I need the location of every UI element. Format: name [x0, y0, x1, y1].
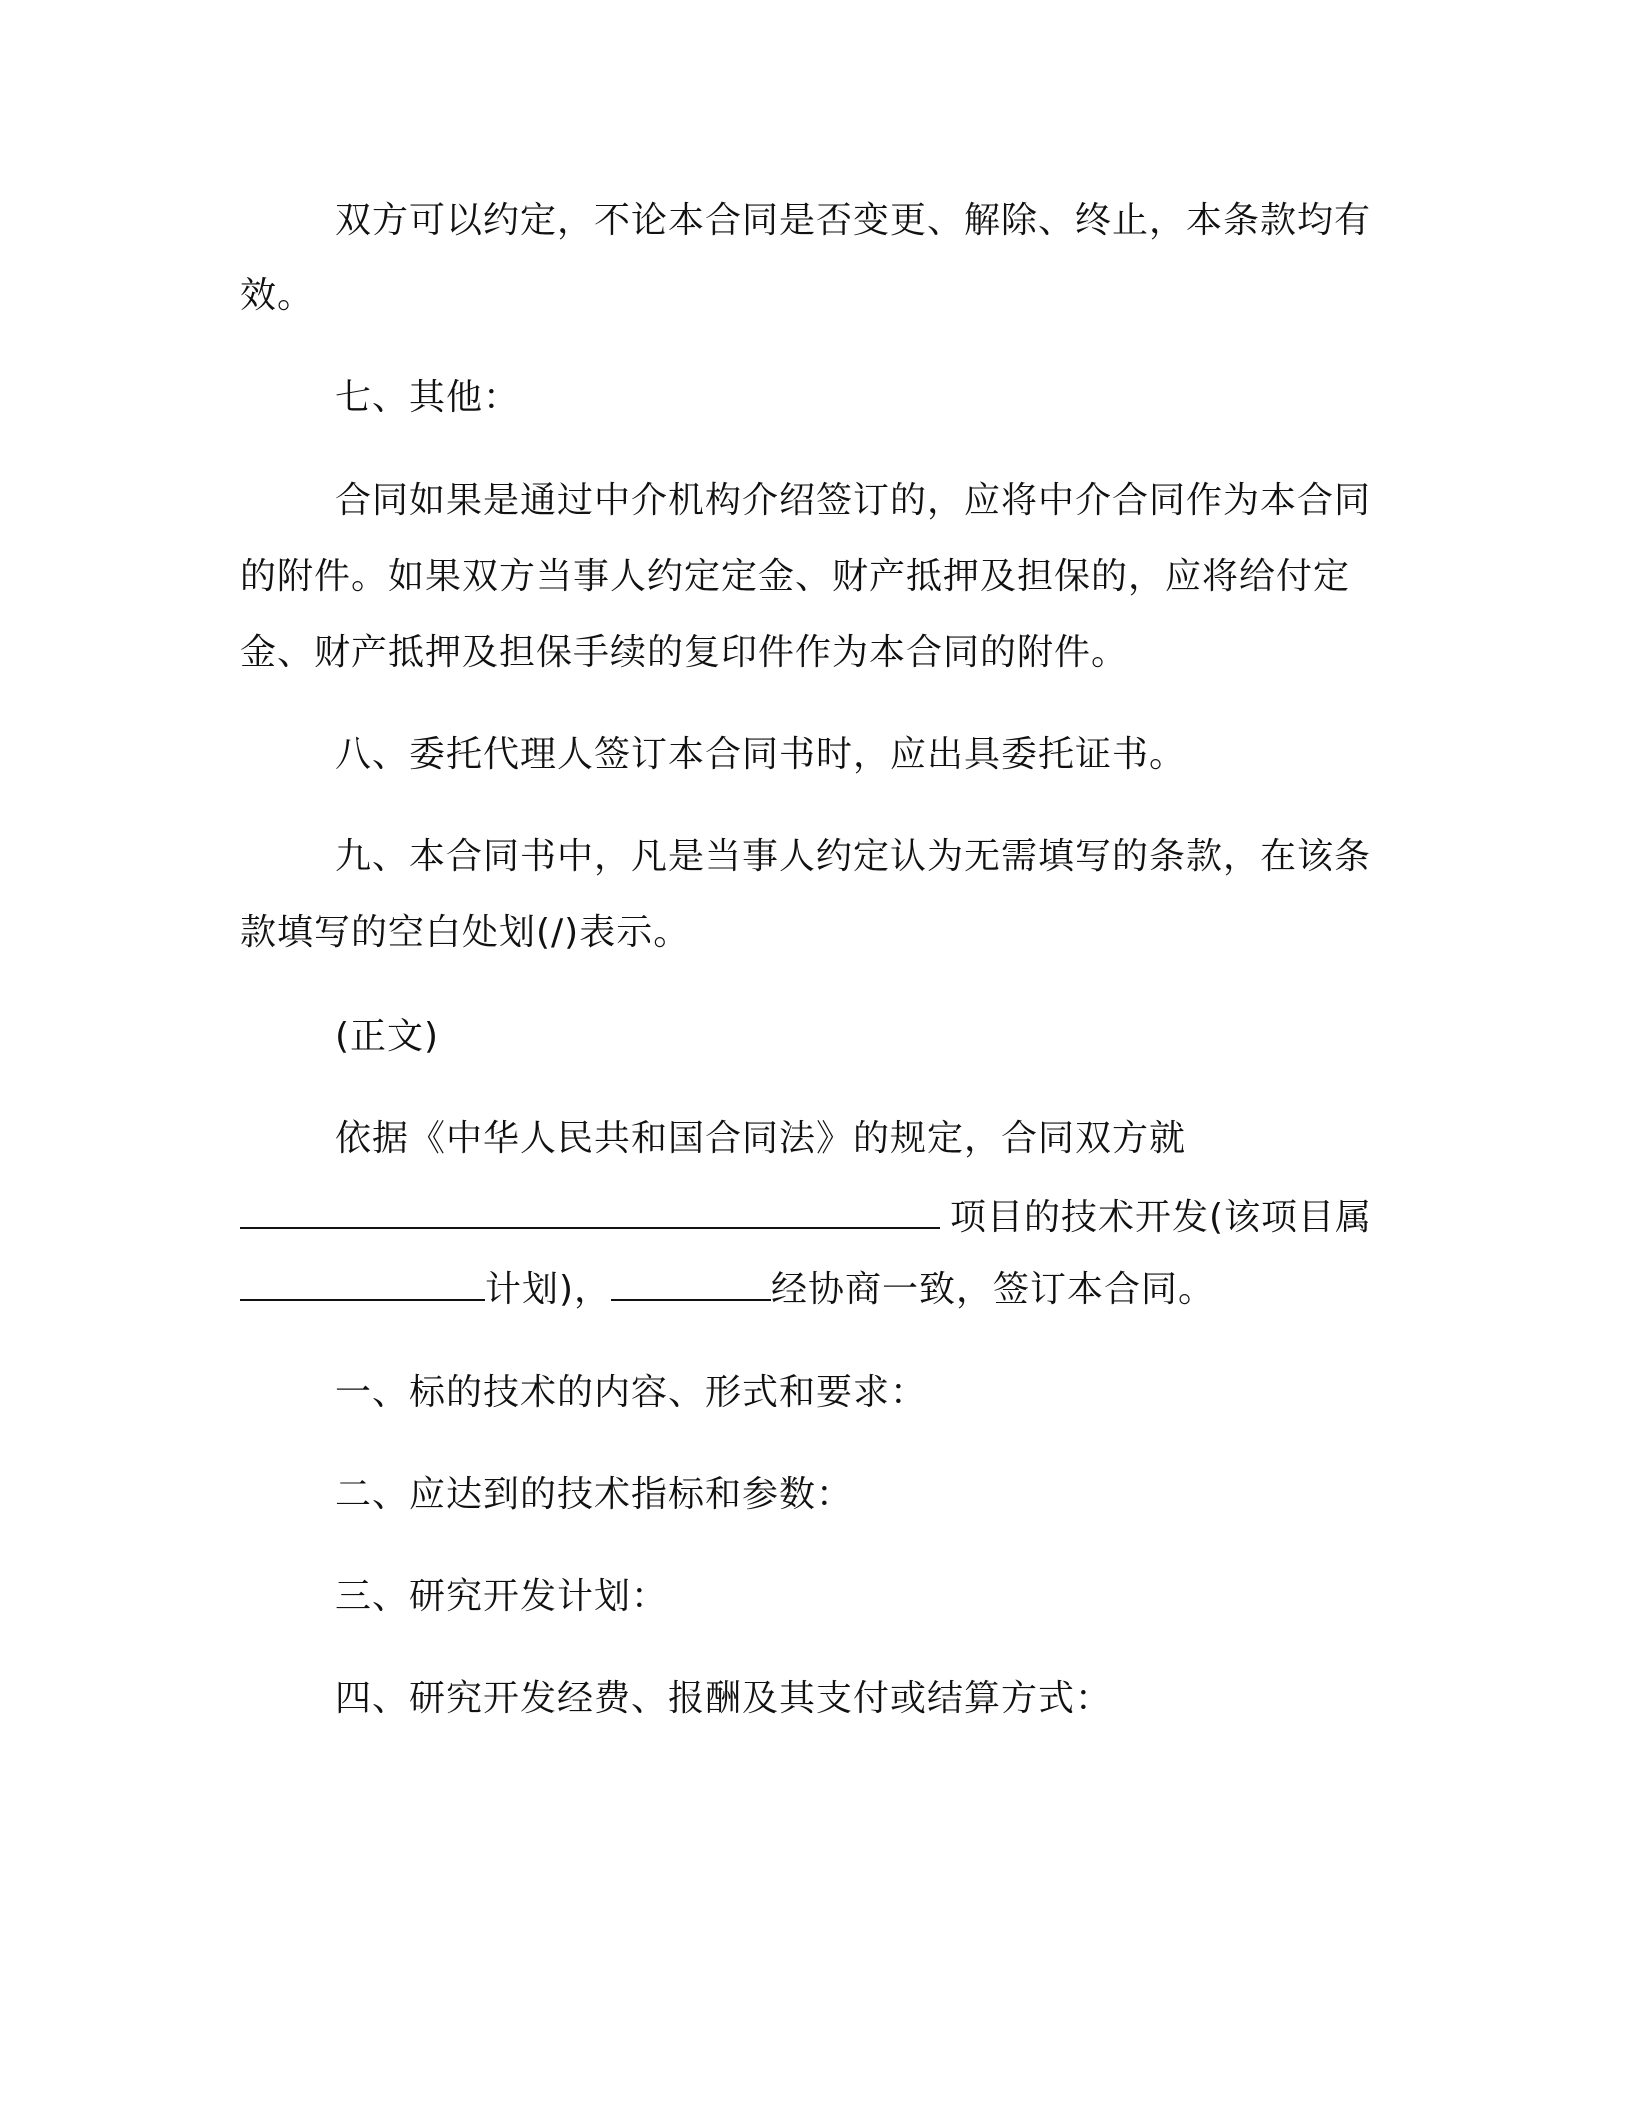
fill-in-text: 项目的技术开发(该项目属: [950, 1197, 1373, 1238]
section-heading: (正文): [335, 1016, 440, 1057]
paragraph-line: 九、本合同书中，凡是当事人约定认为无需填写的条款，在该条: [335, 836, 1372, 877]
section-heading: 二、应达到的技术指标和参数：: [335, 1474, 854, 1515]
fill-in-line: [240, 1266, 1390, 1314]
blank-field: [240, 1197, 940, 1229]
paragraph-line: 的附件。如果双方当事人约定定金、财产抵押及担保的，应将给付定: [240, 556, 1351, 597]
fill-in-line: [240, 1194, 1390, 1242]
section-heading: 一、标的技术的内容、形式和要求：: [335, 1372, 928, 1413]
fill-in-text: 计划)，: [485, 1269, 612, 1310]
fill-in-text: 经协商一致，签订本合同。: [771, 1269, 1216, 1310]
paragraph-line: 八、委托代理人签订本合同书时，应出具委托证书。: [335, 734, 1187, 775]
paragraph-line: 合同如果是通过中介机构介绍签订的，应将中介合同作为本合同: [335, 480, 1372, 521]
paragraph-line: 双方可以约定，不论本合同是否变更、解除、终止，本条款均有: [335, 200, 1372, 241]
section-heading: 四、研究开发经费、报酬及其支付或结算方式：: [335, 1678, 1113, 1719]
paragraph-line: 金、财产抵押及担保手续的复印件作为本合同的附件。: [240, 632, 1129, 673]
section-heading: 三、研究开发计划：: [335, 1576, 669, 1617]
blank-field: [240, 1269, 485, 1301]
section-heading: 七、其他：: [335, 377, 521, 418]
paragraph-line: 款填写的空白处划(/)表示。: [240, 912, 691, 953]
blank-field: [611, 1269, 771, 1301]
paragraph-line: 效。: [240, 275, 315, 316]
paragraph-line: 依据《中华人民共和国合同法》的规定，合同双方就: [335, 1118, 1187, 1159]
